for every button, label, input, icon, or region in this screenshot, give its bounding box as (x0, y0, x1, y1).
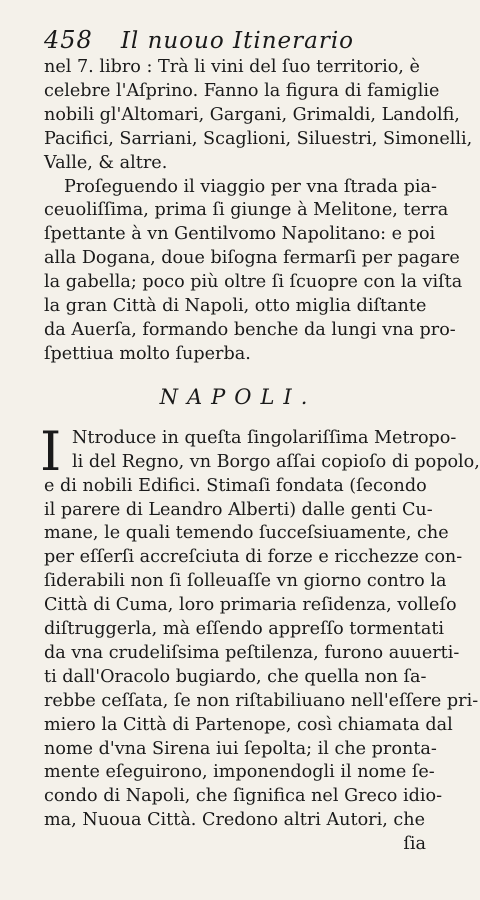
text-line: il parere di Leandro Alberti) dalle genti Cu- (44, 499, 433, 520)
drop-capital: I (40, 419, 62, 483)
text-line: alla Dogana, doue biſogna fermarſi per pagare (44, 248, 460, 269)
page-header (44, 26, 432, 56)
text-line: ſpettiua molto ſuperba. (44, 343, 251, 364)
text-line: nel 7. libro : Trà li vini del ſuo territorio, è (44, 57, 420, 77)
text-line: nobili gl'Altomari, Gargani, Grimaldi, Landolfi, (44, 104, 460, 125)
text-line: mente eſeguirono, imponendogli il nome ſe- (44, 762, 435, 783)
text-line: celebre l'Aſprino. Fanno la figura di famiglie (44, 80, 440, 101)
text-line: la gabella; poco più oltre ſi ſcuopre con la viſta (44, 272, 463, 293)
paragraph-3 (40, 419, 480, 833)
text-line: mane, le quali temendo ſucceſsiuamente, che (44, 523, 449, 544)
text-line: Valle, & altre. (44, 152, 168, 173)
catchword: ſia (403, 834, 426, 855)
page-number: 458 (44, 26, 93, 54)
text-line: nome d'vna Sirena iui ſepolta; il che pronta- (44, 738, 437, 759)
text-line: da vna crudeliſsima peſtilenza, furono auuerti- (44, 642, 460, 663)
text-line: Città di Cuma, loro primaria reſidenza, volleſo (44, 595, 457, 616)
paragraph-2 (44, 176, 463, 367)
paragraph-1 (44, 56, 473, 176)
text-line: miero la Città di Partenope, così chiamata dal (44, 714, 453, 735)
running-title: Il nuouo Itinerario (120, 28, 355, 54)
text-line: ſpettante à vn Gentilvomo Napolitano: e poi (44, 224, 436, 245)
text-line: e di nobili Edifici. Stimaſi fondata (ſecondo (44, 475, 427, 496)
text-line: la gran Città di Napoli, otto miglia diſtante (44, 296, 427, 317)
text-line: condo di Napoli, che ſignifica nel Greco idio- (44, 786, 443, 807)
section-heading: NAPOLI. (159, 384, 317, 409)
text-line: Ntroduce in queſta ſingolariſſima Metropo- (72, 427, 457, 448)
text-line: rebbe ceſſata, ſe non riſtabiliuano nell'eſſere pri- (44, 690, 479, 711)
text-line: Proſeguendo il viaggio per vna ſtrada pia- (64, 176, 437, 197)
text-line: Pacifici, Sarriani, Scaglioni, Siluestri, Simonelli, (44, 128, 473, 149)
text-line: diſtruggerla, mà eſſendo appreſſo tormentati (44, 619, 445, 640)
text-line: ceuoliſſima, prima ſi giunge à Melitone, terra (44, 200, 449, 221)
text-line: ſiderabili non ſi ſolleuaſſe vn giorno contro la (44, 571, 447, 592)
text-line: da Auerſa, formando benche da lungi vna pro- (44, 319, 456, 340)
text-line: ti dall'Oracolo bugiardo, che quella non ſa- (44, 666, 427, 687)
text-line: per eſſerſi accreſciuta di forze e ricchezze con- (44, 547, 463, 568)
text-line: li del Regno, vn Borgo aſſai copioſo di popolo, (72, 451, 480, 472)
text-line: ma, Nuoua Città. Credono altri Autori, che (44, 810, 425, 831)
